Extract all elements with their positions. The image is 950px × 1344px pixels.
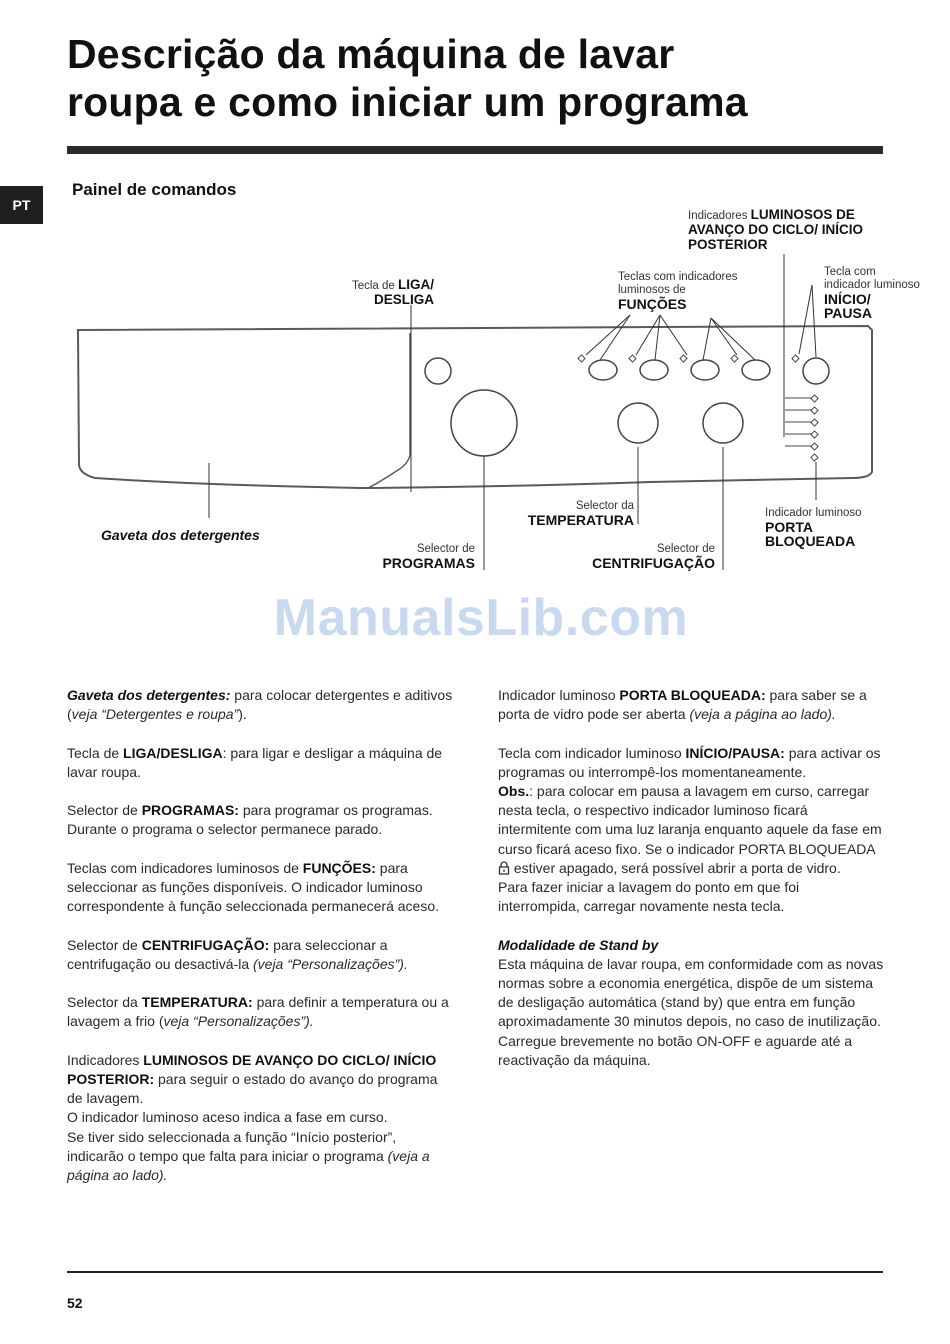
page-title-line1: Descrição da máquina de lavar — [67, 31, 675, 77]
label-spin: Selector de CENTRIFUGAÇÃO — [592, 543, 715, 571]
progress-led-1 — [811, 395, 818, 402]
label-temperature: Selector da TEMPERATURA — [527, 500, 634, 528]
function-button-3-shape — [691, 360, 719, 380]
label-start-pause: Tecla com indicador luminoso INÍCIO/ PAUSA — [824, 266, 920, 321]
drawer-divider — [368, 333, 410, 488]
label-detergent-drawer: Gaveta dos detergentes — [101, 527, 260, 543]
function-button-2-shape — [640, 360, 668, 380]
bottom-rule — [67, 1271, 883, 1273]
section-title: Painel de comandos — [72, 180, 237, 199]
paragraph-functions: Teclas com indicadores luminosos de FUNÇÕES: para seleccionar as funções disponíveis. O indicador luminoso correspondente à função seleccionada permanecerá aceso. — [67, 859, 440, 915]
page-title-line2: roupa e como iniciar um programa — [67, 79, 748, 125]
on-off-button-shape — [425, 358, 451, 384]
paragraph-stand-by: Modalidade de Stand by Esta máquina de lavar roupa, em conformidade com as novas normas sobre a economia energética, dispõe de um sistema de desligação automática (stand by) que entra em função aproximadamente 30 minutos depois, no caso de inutilização. Carregue brevemente no botão ON-OFF e aguarde até a reactivação da máquina. — [498, 936, 884, 1068]
function-button-1-shape — [589, 360, 617, 380]
program-knob-shape — [451, 390, 517, 456]
progress-led-4 — [811, 431, 818, 438]
temperature-knob-shape — [618, 403, 658, 443]
paragraph-on-off: Tecla de LIGA/DESLIGA: para ligar e desligar a máquina de lavar roupa. — [67, 744, 443, 780]
start-pause-button-shape — [803, 358, 829, 384]
panel-outline — [78, 326, 872, 488]
progress-led-group — [785, 395, 818, 461]
label-door-lock: Indicador luminoso PORTA BLOQUEADA — [765, 507, 862, 549]
language-tab: PT — [0, 186, 43, 224]
progress-led-3 — [811, 419, 818, 426]
door-lock-led — [811, 454, 818, 461]
left-column — [67, 686, 453, 1185]
progress-led-2 — [811, 407, 818, 414]
paragraph-door-lock: Indicador luminoso PORTA BLOQUEADA: para saber se a porta de vidro pode ser aberta (veja a página ao lado). — [498, 687, 867, 723]
watermark: ManualsLib.com — [273, 589, 689, 647]
function-led-3 — [680, 355, 687, 362]
start-led — [792, 355, 799, 362]
function-led-1 — [578, 355, 585, 362]
label-programs: Selector de PROGRAMAS — [382, 543, 475, 571]
paragraph-start-pause: Tecla com indicador luminoso INÍCIO/PAUSA: para activar os programas ou interrompê-los momentaneamente. Obs.: para colocar em pausa a lavagem em curso, carregar nesta tecla, o respectivo indicador luminoso ficará intermitente com uma luz laranja enquanto aquele da fase em curso ficará aceso fixo. Se o indicador PORTA BLOQUEADA estiver apagado, será possível abrir a porta de vidro. Para fazer iniciar a lavagem do ponto em que foi interrompida, carregar novamente nesta tecla. — [498, 744, 882, 915]
function-led-group — [578, 355, 799, 362]
progress-led-5 — [811, 443, 818, 450]
paragraph-detergent-drawer: Gaveta dos detergentes: para colocar detergentes e aditivos (veja “Detergentes e roupa”). — [67, 687, 453, 723]
function-led-4 — [731, 355, 738, 362]
paragraph-temperature: Selector da TEMPERATURA: para definir a temperatura ou a lavagem a frio (veja “Personalizações”). — [67, 994, 449, 1030]
function-button-4-shape — [742, 360, 770, 380]
page-number: 52 — [67, 1295, 83, 1311]
label-on-off: Tecla de LIGA/ DESLIGA — [351, 277, 434, 307]
paragraph-programs: Selector de PROGRAMAS: para programar os programas. Durante o programa o selector permanece parado. — [67, 802, 433, 838]
label-functions: Teclas com indicadores luminosos de FUNÇÕES — [618, 271, 738, 312]
spin-knob-shape — [703, 403, 743, 443]
paragraph-progress-indicators: Indicadores LUMINOSOS DE AVANÇO DO CICLO/ INÍCIO POSTERIOR: para seguir o estado do avanço do programa de lavagem. O indicador luminoso aceso indica a fase em curso. Se tiver sido seleccionada a função “Início posterior”, indicarão o tempo que falta para iniciar o programa (veja a página ao lado). — [67, 1051, 438, 1183]
paragraph-spin: Selector de CENTRIFUGAÇÃO: para seleccionar a centrifugação ou desactivá-la (veja “Personalizações”). — [67, 936, 408, 972]
right-column — [498, 686, 884, 1070]
padlock-icon — [498, 861, 510, 875]
label-progress-indicators: Indicadores LUMINOSOS DE AVANÇO DO CICLO/ INÍCIO POSTERIOR — [688, 207, 863, 252]
function-led-2 — [629, 355, 636, 362]
